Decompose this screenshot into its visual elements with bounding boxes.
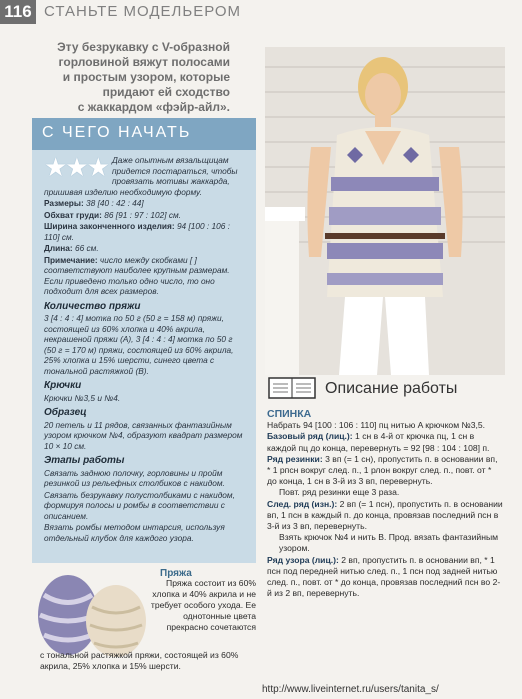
page-number: 116: [0, 0, 36, 24]
rib-repeat-text: Повт. ряд резинки еще 3 раза.: [279, 487, 400, 498]
bust-label: Обхват груди:: [44, 209, 102, 220]
sizes-label: Размеры:: [44, 198, 84, 208]
section-title: СТАНЬТЕ МОДЕЛЬЕРОМ: [44, 3, 242, 20]
base-row-text: 1 сн в 4-й от крючка пц, 1 сн в каждой пц до конца, перевернуть = 92 [98 : 104 : 108] п.: [267, 431, 490, 453]
intro-line: Эту безрукавку с V-образной: [57, 40, 230, 54]
yarn-title: Пряжа: [160, 568, 192, 579]
length-value: 66 см.: [74, 243, 99, 253]
work-description-title: Описание работы: [325, 380, 458, 397]
cast-on-text: Набрать 94 [100 : 106 : 110] пц нитью A крючком №3,5.: [267, 420, 486, 431]
intro-line: горловиной вяжут полосами: [58, 55, 230, 69]
switch-text: Взять крючок №4 и нить B. Прод. вязать фантазийным узором.: [279, 532, 499, 554]
base-row-label: Базовый ряд (лиц.):: [267, 431, 353, 442]
stage-item: Связать безрукавку полустолбиками с накидом, формируя полосы и ромбы в соответствии с описанием.: [44, 489, 235, 521]
stage-item: Связать заднюю полочку, горловины и пройм резинкой из рельефных столбиков с накидом.: [44, 467, 225, 488]
pattern-row-text: 2 вп, пропустить п. в основании вп, * 1 псн под передней нитью след. п., 1 псн под задней нитью след. п., повт. от * до конца, провязав последний псн во 2-й из 2 вп, перевернуть.: [267, 554, 501, 599]
yarn-text: Пряжа состоит из 60% хлопка и 40% акрила и не требует особого ухода. Ее однотонные цвета прекрасно сочетаются: [150, 578, 256, 632]
bust-value: 86 [91 : 97 : 102] см.: [104, 209, 181, 220]
stages-heading: Этапы работы: [44, 455, 125, 466]
intro-line: с жаккардом «фэйр-айл».: [77, 100, 230, 114]
difficulty-text: Даже опытным вязальщицам придется постараться, чтобы провязать мотивы жаккарда, пришивая изделию необходимую форму.: [44, 155, 238, 197]
length-label: Длина:: [44, 243, 73, 253]
next-row-label: След. ряд (изн.):: [267, 498, 338, 509]
work-description-header: [267, 376, 503, 400]
note-value: число между скобками [ ] соответствуют наиболее крупным размерам. Если приведено только одно число, то оно подходит для всех размеров.: [44, 254, 230, 296]
panel-title: С ЧЕГО НАЧАТЬ: [32, 118, 256, 150]
difficulty-stars-icon: ★★★: [44, 152, 108, 182]
getting-started-panel: [32, 118, 256, 563]
sample-heading: Образец: [44, 407, 87, 418]
yarn-text-bottom: с тональной растяжкой пряжи, состоящей из 60% акрила, 25% хлопка и 15% шерсти.: [40, 650, 239, 671]
pattern-row-label: Ряд узора (лиц.):: [267, 554, 339, 565]
width-label: Ширина законченного изделия:: [44, 221, 175, 231]
back-heading: СПИНКА: [267, 408, 312, 420]
hooks-text: Крючки №3,5 и №4.: [44, 392, 121, 403]
intro-line: придают ей сходство: [102, 85, 230, 99]
yarn-qty-text: 3 [4 : 4 : 4] мотка по 50 г (50 г = 158 м) пряжи, состоящей из 60% хлопка и 40% акрила, некрашеной пряжи (A), 3 [4 : 4 : 4] мотка по 50 г (50 г = 170 м) пряжи, состоящей из 60% акрила, 25% хлопка и 15% шерсти, синего цвета с тональной растяжкой (B).: [44, 313, 234, 376]
rib-row-text: 3 вп (= 1 сн), пропустить п. в основании вп, * 1 рпсн вокруг след. п., 1 рлон вокруг след. п., повт. от * до конца, 1 сн в 3-й из 3 вп, перевернуть.: [267, 453, 498, 487]
back-instructions: [267, 409, 503, 599]
sample-text: 20 петель и 11 рядов, связанных фантазийным узором крючком №4, образуют квадрат размером 10 × 10 см.: [44, 419, 243, 451]
next-row-text: 2 вп (= 1 псн), пропустить п. в основании вп, 1 псн в каждый п. до конца, провязав последний псн в 3-й из 3 вп, перевернуть.: [267, 498, 503, 532]
width-value: 94 [100 : 106 : 110] см.: [44, 221, 230, 242]
model-photo: [265, 47, 505, 375]
yarn-qty-heading: Количество пряжи: [44, 300, 141, 312]
source-url: http://www.liveinternet.ru/users/tanita_s/: [262, 684, 439, 695]
hooks-heading: Крючки: [44, 380, 82, 391]
sizes-value: 38 [40 : 42 : 44]: [86, 198, 144, 208]
stage-item: Вязать ромбы методом интарсия, используя отдельный клубок для каждого узора.: [44, 522, 225, 543]
note-label: Примечание:: [44, 254, 98, 265]
rib-row-label: Ряд резинки:: [267, 453, 323, 464]
intro-text: [34, 40, 230, 115]
intro-line: и простым узором, которые: [62, 70, 230, 84]
book-icon: [267, 376, 317, 400]
page-header: [0, 0, 522, 24]
